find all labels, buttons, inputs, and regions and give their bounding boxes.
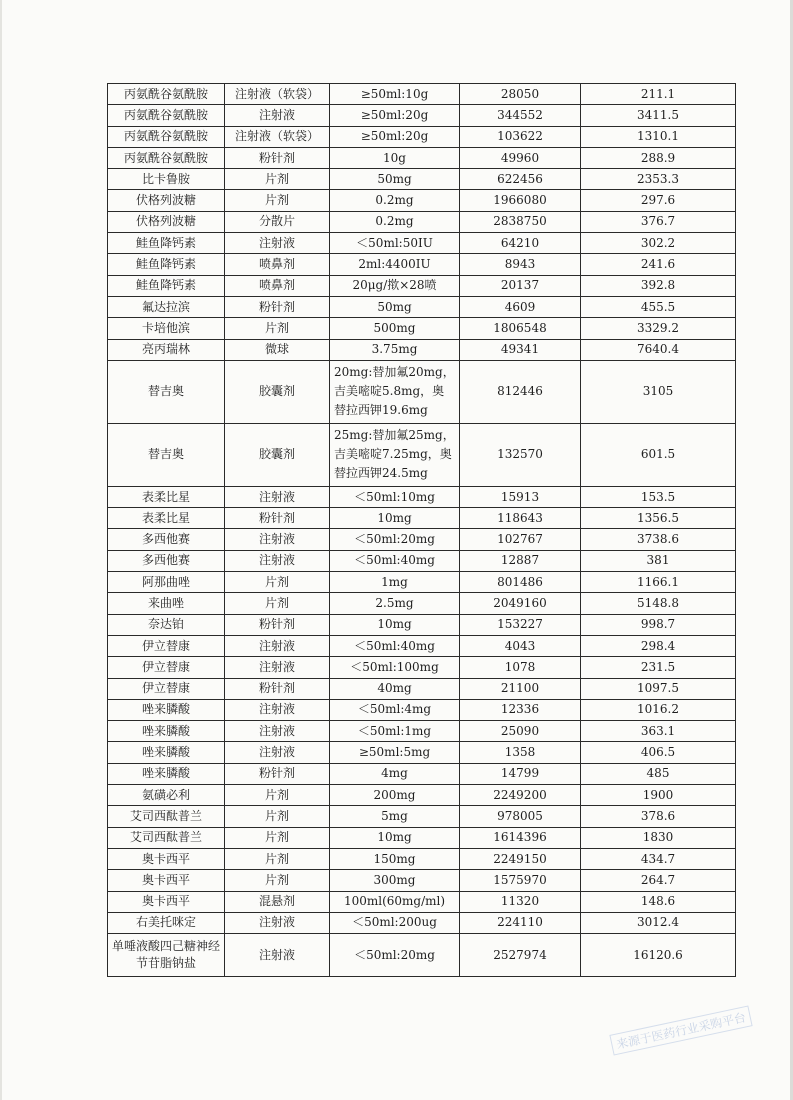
drug-name-cell: 唑来膦酸 bbox=[108, 742, 225, 763]
drug-name-cell: 鲑鱼降钙素 bbox=[108, 275, 225, 296]
quantity-cell: 64210 bbox=[460, 233, 581, 254]
table-row bbox=[108, 105, 736, 126]
table-row bbox=[108, 275, 736, 296]
drug-name-cell: 替吉奥 bbox=[108, 360, 225, 423]
spec-cell: 0.2mg bbox=[330, 190, 460, 211]
table-row bbox=[108, 339, 736, 360]
dosage-form-cell: 片剂 bbox=[225, 870, 330, 891]
amount-cell: 1016.2 bbox=[581, 699, 736, 720]
dosage-form-cell: 注射液 bbox=[225, 742, 330, 763]
drug-name-cell: 来曲唑 bbox=[108, 593, 225, 614]
spec-cell: ＜50ml:200ug bbox=[330, 912, 460, 933]
quantity-cell: 978005 bbox=[460, 806, 581, 827]
dosage-form-cell: 注射液 bbox=[225, 912, 330, 933]
drug-name-cell: 多西他赛 bbox=[108, 550, 225, 571]
spec-cell: 5mg bbox=[330, 806, 460, 827]
dosage-form-cell: 喷鼻剂 bbox=[225, 254, 330, 275]
amount-cell: 1830 bbox=[581, 827, 736, 848]
spec-cell: 2ml:4400IU bbox=[330, 254, 460, 275]
quantity-cell: 12887 bbox=[460, 550, 581, 571]
dosage-form-cell: 胶囊剂 bbox=[225, 423, 330, 486]
amount-cell: 406.5 bbox=[581, 742, 736, 763]
amount-cell: 455.5 bbox=[581, 296, 736, 317]
quantity-cell: 344552 bbox=[460, 105, 581, 126]
spec-cell: 3.75mg bbox=[330, 339, 460, 360]
drug-name-cell: 艾司西酞普兰 bbox=[108, 806, 225, 827]
dosage-form-cell: 注射液（软袋） bbox=[225, 84, 330, 105]
quantity-cell: 801486 bbox=[460, 572, 581, 593]
quantity-cell: 1575970 bbox=[460, 870, 581, 891]
table-row bbox=[108, 550, 736, 571]
amount-cell: 264.7 bbox=[581, 870, 736, 891]
table-row bbox=[108, 912, 736, 933]
table-row bbox=[108, 529, 736, 550]
spec-cell: 200mg bbox=[330, 785, 460, 806]
amount-cell: 485 bbox=[581, 763, 736, 784]
drug-name-cell: 替吉奥 bbox=[108, 423, 225, 486]
drug-name-cell: 鲑鱼降钙素 bbox=[108, 254, 225, 275]
table-row bbox=[108, 211, 736, 232]
quantity-cell: 622456 bbox=[460, 169, 581, 190]
spec-cell: ≥50ml:20g bbox=[330, 126, 460, 147]
quantity-cell: 102767 bbox=[460, 529, 581, 550]
amount-cell: 5148.8 bbox=[581, 593, 736, 614]
amount-cell: 241.6 bbox=[581, 254, 736, 275]
table-row bbox=[108, 190, 736, 211]
amount-cell: 381 bbox=[581, 550, 736, 571]
drug-name-cell: 鲑鱼降钙素 bbox=[108, 233, 225, 254]
drug-name-cell: 丙氨酰谷氨酰胺 bbox=[108, 126, 225, 147]
amount-cell: 363.1 bbox=[581, 721, 736, 742]
table-row bbox=[108, 423, 736, 486]
spec-cell: 10mg bbox=[330, 827, 460, 848]
amount-cell: 148.6 bbox=[581, 891, 736, 912]
spec-cell: 0.2mg bbox=[330, 211, 460, 232]
amount-cell: 211.1 bbox=[581, 84, 736, 105]
amount-cell: 153.5 bbox=[581, 486, 736, 507]
spec-cell: ＜50ml:20mg bbox=[330, 934, 460, 977]
spec-cell: ＜50ml:10mg bbox=[330, 486, 460, 507]
dosage-form-cell: 喷鼻剂 bbox=[225, 275, 330, 296]
quantity-cell: 103622 bbox=[460, 126, 581, 147]
amount-cell: 3411.5 bbox=[581, 105, 736, 126]
amount-cell: 3105 bbox=[581, 360, 736, 423]
amount-cell: 378.6 bbox=[581, 806, 736, 827]
dosage-form-cell: 片剂 bbox=[225, 169, 330, 190]
drug-name-cell: 伊立替康 bbox=[108, 657, 225, 678]
table-row bbox=[108, 699, 736, 720]
spec-cell: ≥50ml:20g bbox=[330, 105, 460, 126]
amount-cell: 1900 bbox=[581, 785, 736, 806]
table-row bbox=[108, 486, 736, 507]
dosage-form-cell: 注射液 bbox=[225, 635, 330, 656]
spec-cell: 20μg/揿×28喷 bbox=[330, 275, 460, 296]
quantity-cell: 1078 bbox=[460, 657, 581, 678]
table-row bbox=[108, 296, 736, 317]
quantity-cell: 224110 bbox=[460, 912, 581, 933]
spec-cell: 10g bbox=[330, 147, 460, 168]
drug-name-cell: 伊立替康 bbox=[108, 635, 225, 656]
table-row bbox=[108, 848, 736, 869]
amount-cell: 297.6 bbox=[581, 190, 736, 211]
table-row bbox=[108, 360, 736, 423]
dosage-form-cell: 胶囊剂 bbox=[225, 360, 330, 423]
drug-name-cell: 艾司西酞普兰 bbox=[108, 827, 225, 848]
table-row bbox=[108, 891, 736, 912]
amount-cell: 1166.1 bbox=[581, 572, 736, 593]
dosage-form-cell: 片剂 bbox=[225, 806, 330, 827]
dosage-form-cell: 片剂 bbox=[225, 572, 330, 593]
table-row bbox=[108, 763, 736, 784]
quantity-cell: 2049160 bbox=[460, 593, 581, 614]
quantity-cell: 2527974 bbox=[460, 934, 581, 977]
dosage-form-cell: 注射液 bbox=[225, 934, 330, 977]
spec-cell: 2.5mg bbox=[330, 593, 460, 614]
drug-name-cell: 奈达铂 bbox=[108, 614, 225, 635]
spec-cell: 100ml(60mg/ml) bbox=[330, 891, 460, 912]
amount-cell: 1097.5 bbox=[581, 678, 736, 699]
quantity-cell: 118643 bbox=[460, 508, 581, 529]
dosage-form-cell: 注射液（软袋） bbox=[225, 126, 330, 147]
drug-name-cell: 表柔比星 bbox=[108, 508, 225, 529]
table-row bbox=[108, 635, 736, 656]
drug-name-cell: 氨磺必利 bbox=[108, 785, 225, 806]
spec-cell: ＜50ml:50IU bbox=[330, 233, 460, 254]
drug-name-cell: 比卡鲁胺 bbox=[108, 169, 225, 190]
quantity-cell: 15913 bbox=[460, 486, 581, 507]
quantity-cell: 132570 bbox=[460, 423, 581, 486]
amount-cell: 601.5 bbox=[581, 423, 736, 486]
table-row bbox=[108, 657, 736, 678]
amount-cell: 231.5 bbox=[581, 657, 736, 678]
table-row bbox=[108, 126, 736, 147]
table-body bbox=[108, 84, 736, 977]
spec-cell: ≥50ml:10g bbox=[330, 84, 460, 105]
amount-cell: 434.7 bbox=[581, 848, 736, 869]
spec-cell: 150mg bbox=[330, 848, 460, 869]
dosage-form-cell: 分散片 bbox=[225, 211, 330, 232]
table-row bbox=[108, 84, 736, 105]
drug-name-cell: 阿那曲唑 bbox=[108, 572, 225, 593]
spec-cell: 20mg:替加氟20mg，吉美嘧啶5.8mg，奥替拉西钾19.6mg bbox=[330, 360, 460, 423]
drug-name-cell: 丙氨酰谷氨酰胺 bbox=[108, 84, 225, 105]
drug-name-cell: 多西他赛 bbox=[108, 529, 225, 550]
dosage-form-cell: 粉针剂 bbox=[225, 614, 330, 635]
table-row bbox=[108, 721, 736, 742]
drug-name-cell: 丙氨酰谷氨酰胺 bbox=[108, 147, 225, 168]
dosage-form-cell: 注射液 bbox=[225, 550, 330, 571]
drug-name-cell: 伊立替康 bbox=[108, 678, 225, 699]
spec-cell: ≥50ml:5mg bbox=[330, 742, 460, 763]
amount-cell: 2353.3 bbox=[581, 169, 736, 190]
dosage-form-cell: 片剂 bbox=[225, 848, 330, 869]
quantity-cell: 812446 bbox=[460, 360, 581, 423]
table-row bbox=[108, 614, 736, 635]
amount-cell: 1356.5 bbox=[581, 508, 736, 529]
dosage-form-cell: 注射液 bbox=[225, 529, 330, 550]
table-row bbox=[108, 827, 736, 848]
amount-cell: 392.8 bbox=[581, 275, 736, 296]
spec-cell: 500mg bbox=[330, 318, 460, 339]
amount-cell: 302.2 bbox=[581, 233, 736, 254]
dosage-form-cell: 片剂 bbox=[225, 190, 330, 211]
drug-name-cell: 亮丙瑞林 bbox=[108, 339, 225, 360]
quantity-cell: 2249200 bbox=[460, 785, 581, 806]
dosage-form-cell: 粉针剂 bbox=[225, 678, 330, 699]
spec-cell: ＜50ml:1mg bbox=[330, 721, 460, 742]
quantity-cell: 11320 bbox=[460, 891, 581, 912]
drug-name-cell: 右美托咪定 bbox=[108, 912, 225, 933]
dosage-form-cell: 注射液 bbox=[225, 233, 330, 254]
spec-cell: ＜50ml:100mg bbox=[330, 657, 460, 678]
table-row bbox=[108, 742, 736, 763]
quantity-cell: 49341 bbox=[460, 339, 581, 360]
amount-cell: 3738.6 bbox=[581, 529, 736, 550]
table-row bbox=[108, 934, 736, 977]
quantity-cell: 1966080 bbox=[460, 190, 581, 211]
dosage-form-cell: 注射液 bbox=[225, 657, 330, 678]
spec-cell: 50mg bbox=[330, 169, 460, 190]
dosage-form-cell: 粉针剂 bbox=[225, 763, 330, 784]
drug-name-cell: 唑来膦酸 bbox=[108, 721, 225, 742]
spec-cell: 10mg bbox=[330, 508, 460, 529]
drug-name-cell: 奥卡西平 bbox=[108, 891, 225, 912]
spec-cell: 25mg:替加氟25mg，吉美嘧啶7.25mg，奥替拉西钾24.5mg bbox=[330, 423, 460, 486]
dosage-form-cell: 微球 bbox=[225, 339, 330, 360]
table-row bbox=[108, 572, 736, 593]
table-row bbox=[108, 318, 736, 339]
amount-cell: 298.4 bbox=[581, 635, 736, 656]
amount-cell: 7640.4 bbox=[581, 339, 736, 360]
table-row bbox=[108, 806, 736, 827]
spec-cell: ＜50ml:40mg bbox=[330, 635, 460, 656]
dosage-form-cell: 粉针剂 bbox=[225, 296, 330, 317]
dosage-form-cell: 片剂 bbox=[225, 318, 330, 339]
drug-name-cell: 卡培他滨 bbox=[108, 318, 225, 339]
drug-price-table bbox=[107, 83, 736, 977]
drug-name-cell: 唑来膦酸 bbox=[108, 699, 225, 720]
quantity-cell: 4609 bbox=[460, 296, 581, 317]
quantity-cell: 4043 bbox=[460, 635, 581, 656]
spec-cell: 40mg bbox=[330, 678, 460, 699]
table-row bbox=[108, 169, 736, 190]
amount-cell: 376.7 bbox=[581, 211, 736, 232]
spec-cell: 10mg bbox=[330, 614, 460, 635]
quantity-cell: 25090 bbox=[460, 721, 581, 742]
amount-cell: 3329.2 bbox=[581, 318, 736, 339]
dosage-form-cell: 粉针剂 bbox=[225, 147, 330, 168]
dosage-form-cell: 注射液 bbox=[225, 721, 330, 742]
quantity-cell: 1358 bbox=[460, 742, 581, 763]
quantity-cell: 49960 bbox=[460, 147, 581, 168]
drug-name-cell: 唑来膦酸 bbox=[108, 763, 225, 784]
drug-name-cell: 氟达拉滨 bbox=[108, 296, 225, 317]
spec-cell: 4mg bbox=[330, 763, 460, 784]
amount-cell: 3012.4 bbox=[581, 912, 736, 933]
table-row bbox=[108, 870, 736, 891]
quantity-cell: 2838750 bbox=[460, 211, 581, 232]
drug-name-cell: 单唾液酸四己糖神经节苷脂钠盐 bbox=[108, 934, 225, 977]
quantity-cell: 12336 bbox=[460, 699, 581, 720]
dosage-form-cell: 片剂 bbox=[225, 827, 330, 848]
dosage-form-cell: 混悬剂 bbox=[225, 891, 330, 912]
drug-name-cell: 奥卡西平 bbox=[108, 848, 225, 869]
drug-name-cell: 丙氨酰谷氨酰胺 bbox=[108, 105, 225, 126]
spec-cell: ＜50ml:4mg bbox=[330, 699, 460, 720]
quantity-cell: 153227 bbox=[460, 614, 581, 635]
table-row bbox=[108, 678, 736, 699]
dosage-form-cell: 注射液 bbox=[225, 105, 330, 126]
dosage-form-cell: 注射液 bbox=[225, 699, 330, 720]
amount-cell: 288.9 bbox=[581, 147, 736, 168]
drug-name-cell: 伏格列波糖 bbox=[108, 211, 225, 232]
spec-cell: ＜50ml:20mg bbox=[330, 529, 460, 550]
drug-name-cell: 伏格列波糖 bbox=[108, 190, 225, 211]
quantity-cell: 1806548 bbox=[460, 318, 581, 339]
amount-cell: 1310.1 bbox=[581, 126, 736, 147]
spec-cell: 1mg bbox=[330, 572, 460, 593]
dosage-form-cell: 注射液 bbox=[225, 486, 330, 507]
quantity-cell: 14799 bbox=[460, 763, 581, 784]
quantity-cell: 20137 bbox=[460, 275, 581, 296]
spec-cell: ＜50ml:40mg bbox=[330, 550, 460, 571]
amount-cell: 16120.6 bbox=[581, 934, 736, 977]
quantity-cell: 28050 bbox=[460, 84, 581, 105]
table-row bbox=[108, 785, 736, 806]
table-row bbox=[108, 147, 736, 168]
dosage-form-cell: 片剂 bbox=[225, 785, 330, 806]
table-row bbox=[108, 593, 736, 614]
table-row bbox=[108, 233, 736, 254]
spec-cell: 300mg bbox=[330, 870, 460, 891]
table-row bbox=[108, 254, 736, 275]
dosage-form-cell: 粉针剂 bbox=[225, 508, 330, 529]
quantity-cell: 8943 bbox=[460, 254, 581, 275]
drug-name-cell: 奥卡西平 bbox=[108, 870, 225, 891]
drug-name-cell: 表柔比星 bbox=[108, 486, 225, 507]
dosage-form-cell: 片剂 bbox=[225, 593, 330, 614]
table-row bbox=[108, 508, 736, 529]
amount-cell: 998.7 bbox=[581, 614, 736, 635]
watermark-stamp: 来源于医药行业采购平台 bbox=[609, 1005, 752, 1055]
spec-cell: 50mg bbox=[330, 296, 460, 317]
quantity-cell: 1614396 bbox=[460, 827, 581, 848]
quantity-cell: 2249150 bbox=[460, 848, 581, 869]
quantity-cell: 21100 bbox=[460, 678, 581, 699]
